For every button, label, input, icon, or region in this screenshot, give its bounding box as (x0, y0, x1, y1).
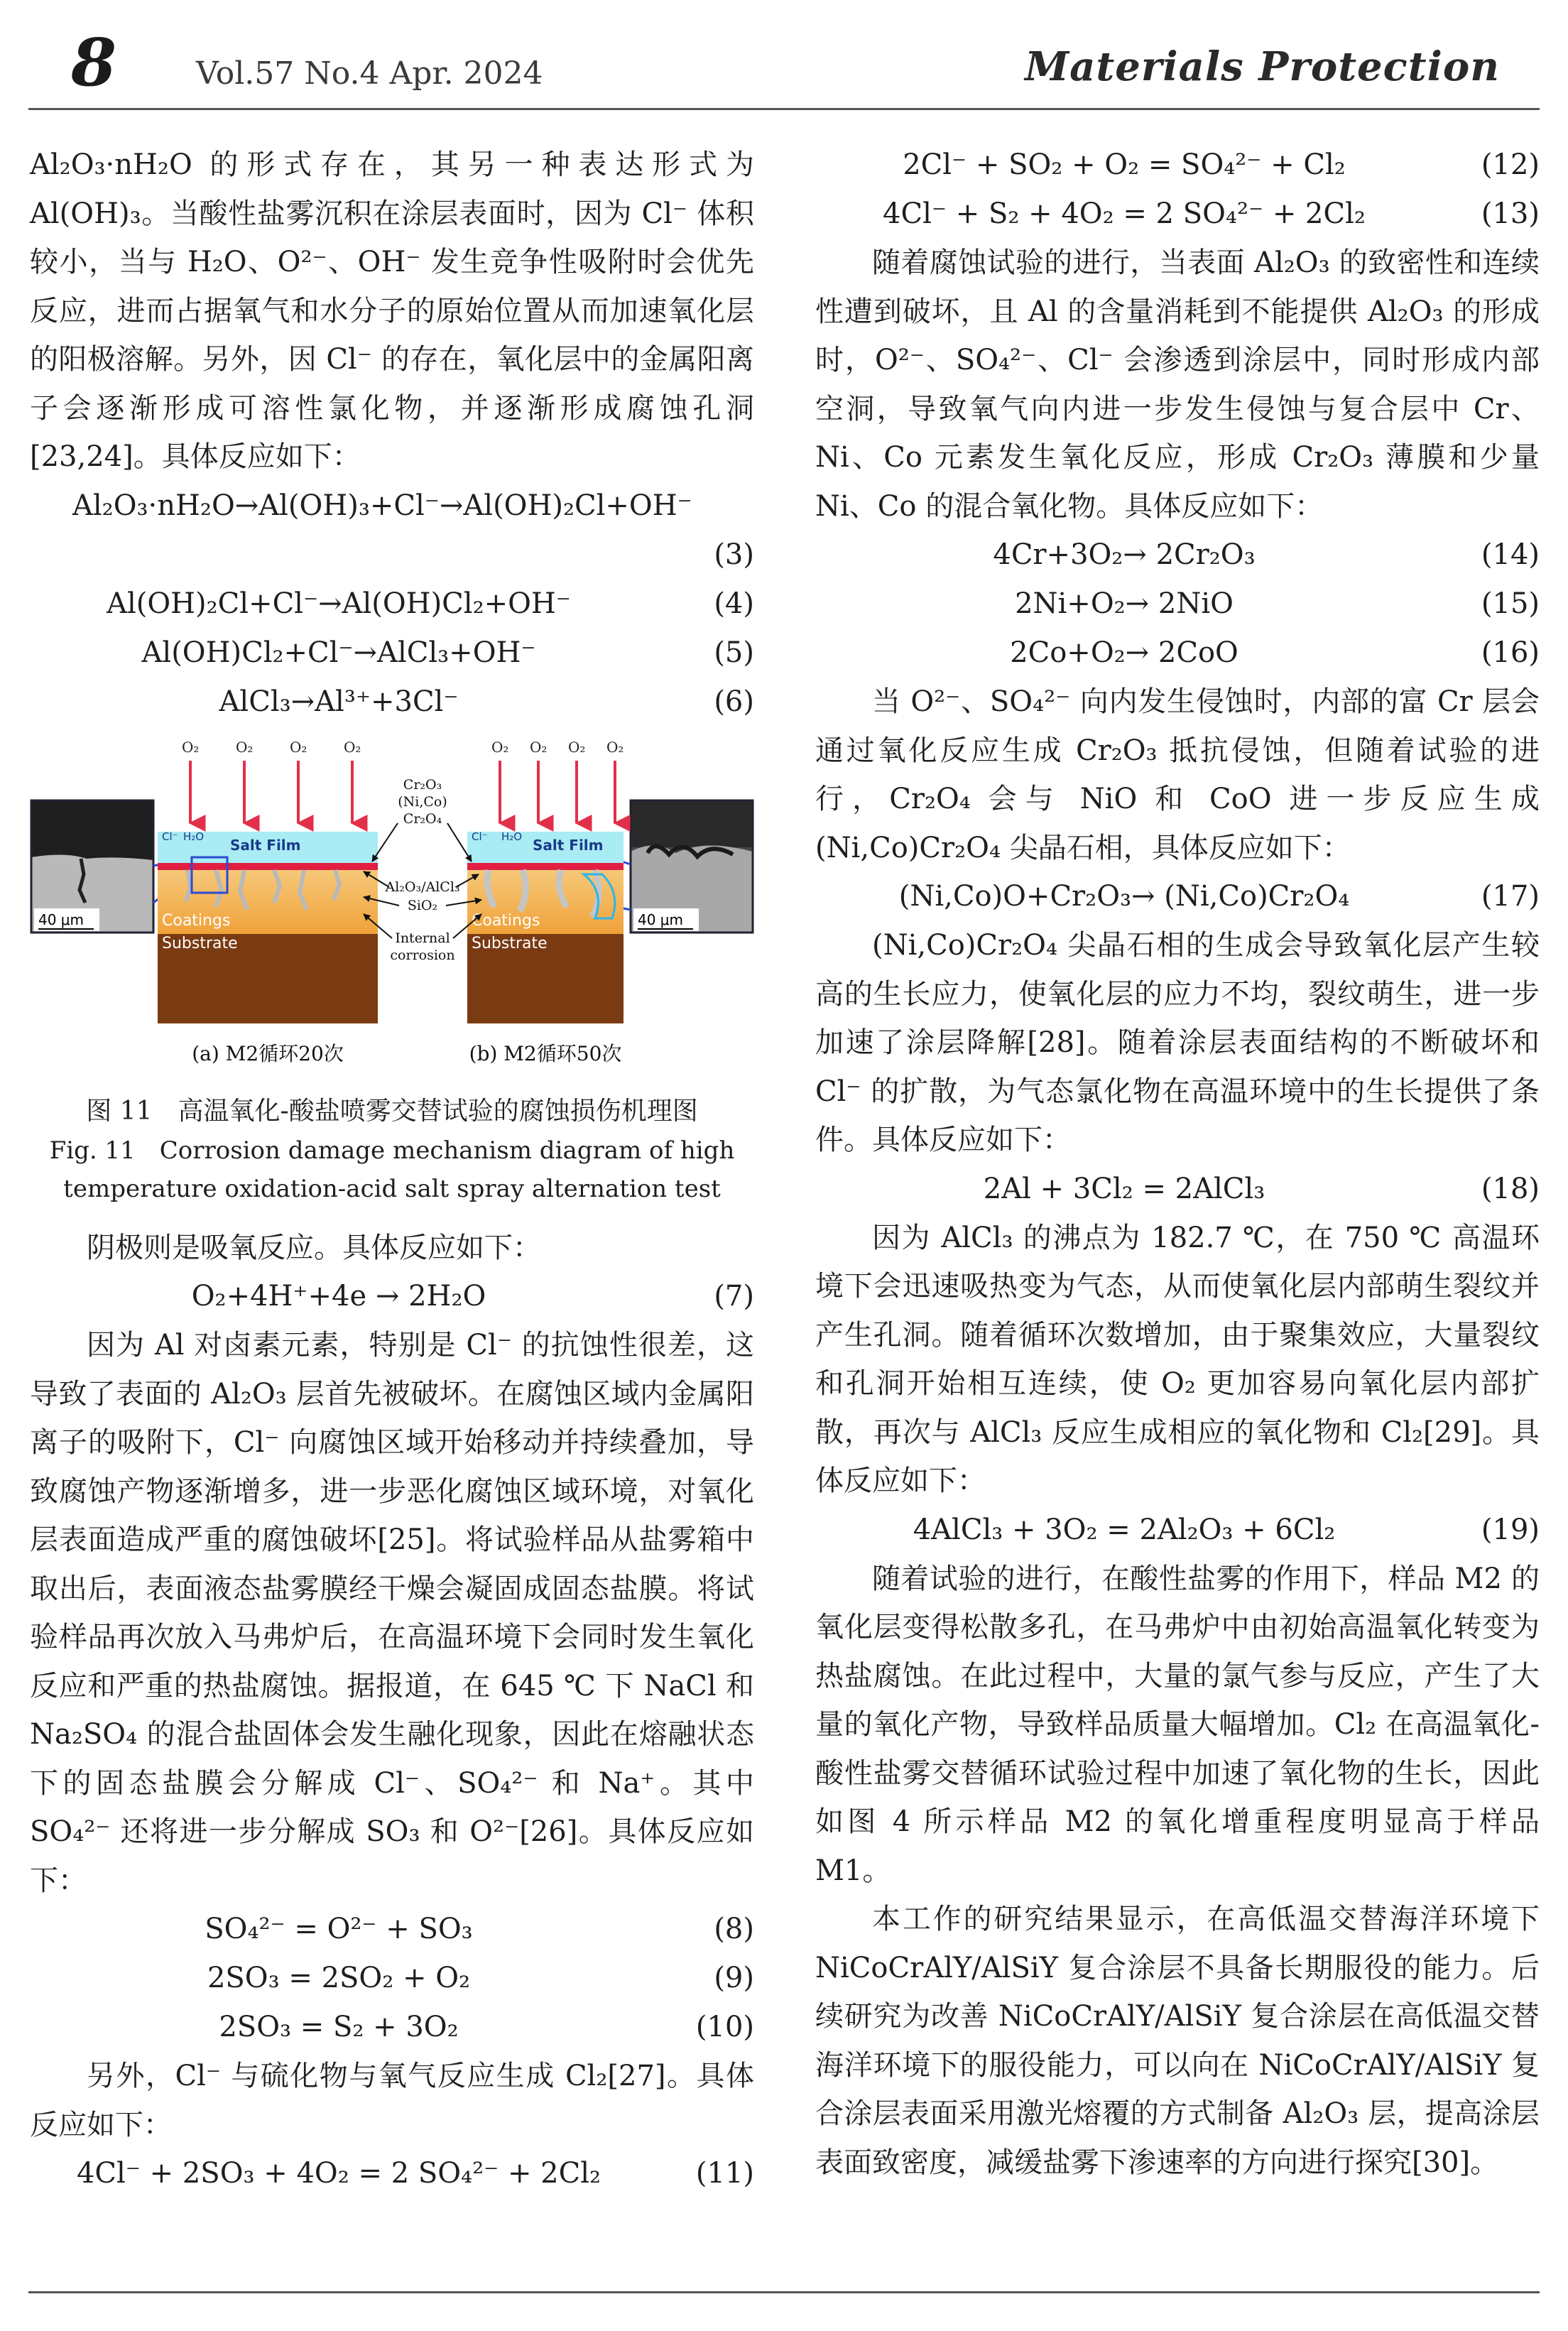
coatings-label: Coatings (162, 911, 231, 930)
label-al2o3-alcl3: Al₂O₃/AlCl₃ (385, 879, 460, 895)
equation-14 (815, 531, 1540, 580)
equation-expression: 4Cl⁻ + 2SO₃ + 4O₂ = 2 SO₄²⁻ + 2Cl₂ (76, 2157, 601, 2190)
equation-12 (815, 141, 1540, 190)
cl-ion-label: Cl⁻ (472, 830, 488, 843)
equation-7 (30, 1272, 754, 1321)
equation-number: (15) (1481, 587, 1540, 620)
paragraph: 本工作的研究结果显示，在高低温交替海洋环境下 NiCoCrAlY/AlSiY 复合涂层不具备长期服役的能力。后续研究为改善 NiCoCrAlY/AlSiY 复合涂层在高低温交替海洋环境下的服役能力，可以向在 NiCoCrAlY/AlSiY 复合涂层表面采用激光熔覆的方式制备 Al₂O₃ 层，提高涂层表面致密度，减缓盐雾下渗速率的方向进行探究[30]。 (815, 1903, 1540, 2179)
equation-number: (6) (714, 685, 754, 718)
o2-label: O₂ (606, 738, 624, 756)
equation-number: (10) (695, 2011, 754, 2043)
equation-number: (9) (714, 1962, 754, 1994)
label-cr2o3: Cr₂O₃ (403, 776, 442, 793)
equation-expression: AlCl₃→Al³⁺+3Cl⁻ (219, 685, 459, 718)
equation-number: (19) (1481, 1513, 1540, 1546)
cl-ion-label: Cl⁻ (162, 830, 178, 843)
paragraph: (Ni,Co)Cr₂O₄ 尖晶石相的生成会导致氧化层产生较高的生长应力，使氧化层的应力不均，裂纹萌生，进一步加速了涂层降解[28]。随着涂层表面结构的不断破坏和 Cl⁻ 的扩散，为气态氯化物在高温环境中的生长提供了条件。具体反应如下： (815, 929, 1540, 1156)
figure-11 (30, 732, 754, 1086)
subcaption-a: (a) M2循环20次 (192, 1041, 344, 1065)
equation-number: (16) (1481, 636, 1540, 669)
equation-3-number-row (30, 531, 754, 580)
paragraph: 另外，Cl⁻ 与硫化物与氧气反应生成 Cl₂[27]。具体反应如下： (30, 2060, 754, 2141)
equation-13 (815, 190, 1540, 239)
coatings-label: Coatings (472, 911, 540, 930)
footer-rule (28, 2291, 1540, 2293)
label-cr2o4: Cr₂O₄ (403, 810, 442, 827)
o2-label: O₂ (344, 738, 361, 756)
paragraph: 当 O²⁻、SO₄²⁻ 向内发生侵蚀时，内部的富 Cr 层会通过氧化反应生成 Cr₂O₃ 抵抗侵蚀，但随着试验的进行，Cr₂O₄ 会与 NiO 和 CoO 进一步反应生成 (Ni,Co)Cr₂O₄ 尖晶石相，具体反应如下： (815, 685, 1540, 864)
corrosion-mechanism-diagram (30, 732, 754, 1086)
equation-expression: 2Ni+O₂→ 2NiO (1015, 587, 1234, 620)
equation-number: (17) (1481, 880, 1540, 913)
equation-number: (5) (714, 636, 754, 669)
header-rule (28, 108, 1540, 110)
panel-a (158, 739, 378, 1023)
center-labels (384, 777, 459, 963)
equation-3 (30, 482, 754, 531)
equation-expression: 2SO₃ = 2SO₂ + O₂ (207, 1962, 471, 1994)
equation-17 (815, 872, 1540, 921)
equation-number: (13) (1481, 197, 1540, 230)
equation-4 (30, 580, 754, 629)
o2-label: O₂ (182, 738, 200, 756)
equation-expression: 2SO₃ = S₂ + 3O₂ (219, 2011, 459, 2043)
equation-expression: SO₄²⁻ = O²⁻ + SO₃ (205, 1913, 473, 1945)
paragraph: 阴极则是吸氧反应。具体反应如下： (87, 1231, 541, 1264)
equation-expression: (Ni,Co)O+Cr₂O₃→ (Ni,Co)Cr₂O₄ (898, 880, 1350, 913)
equation-expression: 4Cr+3O₂→ 2Cr₂O₃ (993, 538, 1256, 571)
label-nico: (Ni,Co) (398, 793, 447, 810)
substrate-label: Substrate (472, 934, 548, 952)
equation-19 (815, 1506, 1540, 1555)
equation-9 (30, 1954, 754, 2003)
paragraph: 随着腐蚀试验的进行，当表面 Al₂O₃ 的致密性和连续性遭到破坏，且 Al 的含量消耗到不能提供 Al₂O₃ 的形成时，O²⁻、SO₄²⁻、Cl⁻ 会渗透到涂层中，同时形成内部空洞，导致氧气向内进一步发生侵蚀与复合层中 Cr、Ni、Co 元素发生氧化反应，形成 Cr₂O₃ 薄膜和少量 Ni、Co 的混合氧化物。具体反应如下： (815, 246, 1540, 523)
equation-expression: 2Cl⁻ + SO₂ + O₂ = SO₄²⁻ + Cl₂ (903, 148, 1346, 181)
salt-film-label: Salt Film (230, 836, 301, 854)
equation-number: (4) (714, 587, 754, 620)
o2-label: O₂ (530, 738, 548, 756)
equation-16 (815, 629, 1540, 678)
panel-b (467, 739, 624, 1023)
o2-label: O₂ (290, 738, 307, 756)
equation-10 (30, 2003, 754, 2052)
paragraph: 因为 AlCl₃ 的沸点为 182.7 ℃，在 750 ℃ 高温环境下会迅速吸热变为气态，从而使氧化层内部萌生裂纹并产生孔洞。随着循环次数增加，由于聚集效应，大量裂纹和孔洞开始相互连续，使 O₂ 更加容易向氧化层内部扩散，再次与 AlCl₃ 反应生成相应的氧化物和 Cl₂[29]。具体反应如下： (815, 1221, 1540, 1497)
equation-number: (11) (695, 2157, 754, 2190)
o2-label: O₂ (491, 738, 509, 756)
scale-label: 40 μm (38, 911, 85, 928)
right-column (815, 141, 1540, 2187)
equation-expression: 4Cl⁻ + S₂ + 4O₂ = 2 SO₄²⁻ + 2Cl₂ (883, 197, 1366, 230)
micrograph-left (31, 800, 153, 933)
paragraph: 随着试验的进行，在酸性盐雾的作用下，样品 M2 的氧化层变得松散多孔，在马弗炉中由初始高温氧化转变为热盐腐蚀。在此过程中，大量的氯气参与反应，产生了大量的氧化产物，导致样品质量大幅增加。Cl₂ 在高温氧化-酸性盐雾交替循环试验过程中加速了氧化物的生长，因此如图 4 所示样品 M2 的氧化增重程度明显高于样品 M1。 (815, 1562, 1540, 1887)
equation-18 (815, 1165, 1540, 1214)
volume-info: Vol.57 No.4 Apr. 2024 (196, 55, 543, 92)
equation-number: (18) (1481, 1172, 1540, 1205)
label-internal: Internal (395, 930, 450, 946)
equation-15 (815, 580, 1540, 629)
equation-6 (30, 678, 754, 727)
equation-expression: 2Co+O₂→ 2CoO (1010, 636, 1238, 669)
h2o-label: H₂O (183, 830, 205, 843)
label-sio2: SiO₂ (407, 897, 438, 913)
h2o-label: H₂O (501, 830, 523, 843)
paragraph: Al₂O₃·nH₂O 的形式存在，其另一种表达形式为 Al(OH)₃。当酸性盐雾沉积在涂层表面时，因为 Cl⁻ 体积较小，当与 H₂O、O²⁻、OH⁻ 发生竞争性吸附时会优先反应，进而占据氧气和水分子的原始位置从而加速氧化层的阳极溶解。另外，因 Cl⁻ 的存在，氧化层中的金属阳离子会逐渐形成可溶性氯化物，并逐渐形成腐蚀孔洞[23,24]。具体反应如下： (30, 148, 754, 473)
label-corrosion: corrosion (390, 947, 455, 963)
page-number: 8 (71, 24, 117, 101)
scale-label: 40 μm (638, 911, 684, 928)
equation-5 (30, 629, 754, 678)
o2-label: O₂ (236, 738, 254, 756)
equation-expression: 2Al + 3Cl₂ = 2AlCl₃ (983, 1172, 1265, 1205)
equation-number: (12) (1481, 148, 1540, 181)
micrograph-right (631, 800, 753, 933)
equation-number: (3) (714, 538, 754, 571)
equation-11 (30, 2149, 754, 2198)
equation-expression: Al(OH)₂Cl+Cl⁻→Al(OH)Cl₂+OH⁻ (107, 587, 571, 620)
equation-expression: Al(OH)Cl₂+Cl⁻→AlCl₃+OH⁻ (141, 636, 536, 669)
o2-label: O₂ (568, 738, 586, 756)
equation-expression: O₂+4H⁺+4e → 2H₂O (191, 1280, 486, 1313)
substrate-label: Substrate (162, 934, 238, 952)
equation-number: (8) (714, 1913, 754, 1945)
figure-caption-en: Fig. 11 Corrosion damage mechanism diagram of high temperature oxidation-acid salt spray alternation test (49, 1136, 735, 1203)
equation-number: (14) (1481, 538, 1540, 571)
paragraph: 因为 Al 对卤素元素，特别是 Cl⁻ 的抗蚀性很差，这导致了表面的 Al₂O₃ 层首先被破坏。在腐蚀区域内金属阳离子的吸附下，Cl⁻ 向腐蚀区域开始移动并持续叠加，导致腐蚀产物逐渐增多，进一步恶化腐蚀区域环境，对氧化层表面造成严重的腐蚀破坏[25]。将试验样品从盐雾箱中取出后，表面液态盐雾膜经干燥会凝固成固态盐膜。将试验样品再次放入马弗炉后，在高温环境下会同时发生氧化反应和严重的热盐腐蚀。据报道，在 645 ℃ 下 NaCl 和 Na₂SO₄ 的混合盐固体会发生融化现象，因此在熔融状态下的固态盐膜会分解成 Cl⁻、SO₄²⁻ 和 Na⁺。其中 SO₄²⁻ 还将进一步分解成 SO₃ 和 O²⁻[26]。具体反应如下： (30, 1329, 754, 1897)
figure-caption-cn: 图 11 高温氧化-酸盐喷雾交替试验的腐蚀损伤机理图 (86, 1096, 698, 1126)
equation-expression: Al₂O₃·nH₂O→Al(OH)₃+Cl⁻→Al(OH)₂Cl+OH⁻ (72, 489, 692, 522)
equation-8 (30, 1905, 754, 1954)
subcaption-b: (b) M2循环50次 (469, 1041, 622, 1065)
equation-expression: 4AlCl₃ + 3O₂ = 2Al₂O₃ + 6Cl₂ (913, 1513, 1336, 1546)
equation-number: (7) (714, 1280, 754, 1313)
salt-film-label: Salt Film (533, 836, 604, 854)
journal-name: Materials Protection (1025, 43, 1500, 90)
left-column (30, 141, 754, 2198)
